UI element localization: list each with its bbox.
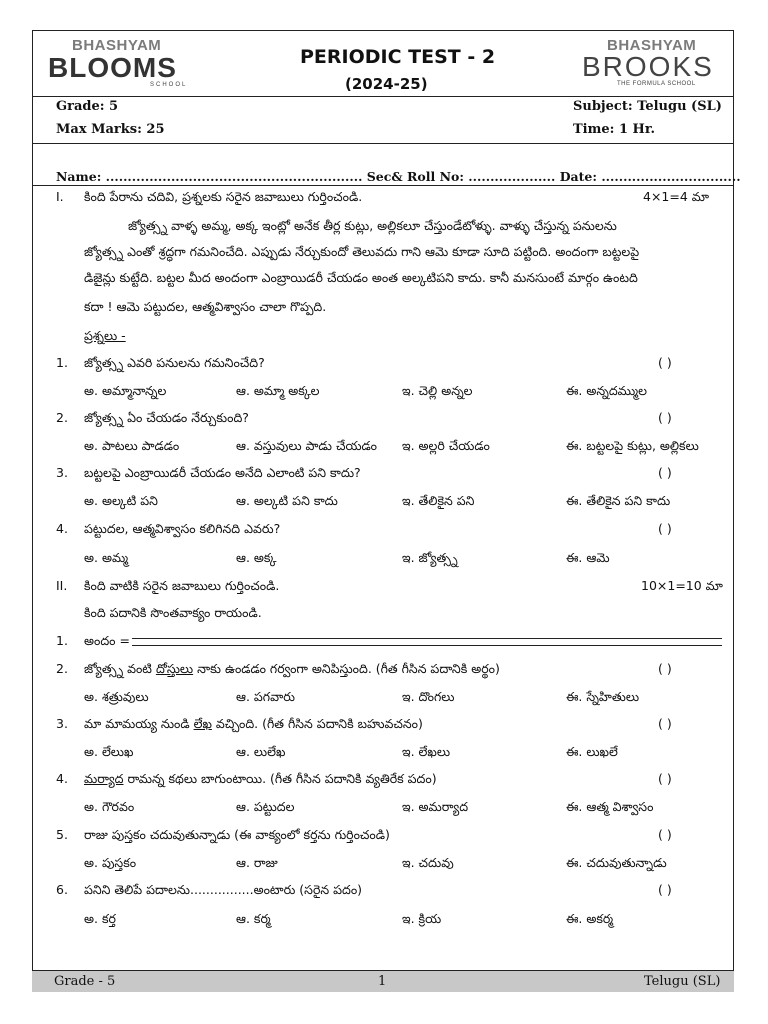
option[interactable]: ఆ. అల్కటి పని కాదు bbox=[236, 493, 338, 508]
paragraph-line: కదా ! ఆమె పట్టుదల, ఆత్మవిశ్వాసం చాలా గొప్పది. bbox=[84, 299, 327, 314]
question-text: బట్టలపై ఎంబ్రాయిడరీ చేయడం అనేది ఎలాంటి పని కాదు? bbox=[84, 465, 361, 480]
option[interactable]: ఈ. బట్టలపై కుట్లు, అల్లికలు bbox=[566, 438, 699, 453]
option[interactable]: అ. కర్త bbox=[84, 911, 116, 926]
answer-bracket[interactable]: ( ) bbox=[658, 771, 672, 786]
section-2-sub-instruction: కింది పదానికి సొంతవాక్యం రాయండి. bbox=[84, 605, 262, 620]
option[interactable]: ఇ. లేఖలు bbox=[402, 744, 451, 759]
option[interactable]: అ. పాటలు పాడడం bbox=[84, 438, 180, 453]
question-number: 1. bbox=[56, 633, 68, 648]
option[interactable]: ఇ. చెల్లి అన్నల bbox=[402, 383, 473, 398]
max-marks-label: Max Marks: 25 bbox=[56, 122, 165, 137]
section-2-marks: 10×1=10 మా bbox=[641, 578, 723, 593]
question-text-post: వచ్చింది. (గీత గీసిన పదానికి బహువచనం) bbox=[211, 716, 423, 731]
paragraph-line: జ్యోత్స్న వాళ్ళ అమ్మ, అక్క ఇంట్లో అనేక తీర్ల కుట్లు, అల్లికలూ చేస్తుండేటోళ్ళు. వాళ్ళు చేస్తున్న పనులను bbox=[128, 218, 617, 233]
brooks-logo-top: BHASHYAM bbox=[607, 37, 697, 54]
grade-label: Grade: 5 bbox=[56, 99, 119, 114]
option[interactable]: ఇ. దొంగలు bbox=[402, 689, 455, 704]
question-text: పనిని తెలిపే పదాలను................అంటారు (సరైన పదం) bbox=[84, 882, 363, 897]
option[interactable]: అ. శత్రువులు bbox=[84, 689, 149, 704]
option[interactable]: అ. అల్కటి పని bbox=[84, 493, 158, 508]
answer-line bbox=[132, 638, 722, 639]
question-text: జ్యోత్స్న ఏం చేయడం నేర్చుకుంది? bbox=[84, 410, 249, 425]
section-1-instruction: కింది పేరాను చదివి, ప్రశ్నలకు సరైన జవాబులు గుర్తించండి. bbox=[84, 189, 363, 204]
option[interactable]: ఆ. రాజు bbox=[236, 855, 278, 870]
question-text: పట్టుదల, ఆత్మవిశ్వాసం కలిగినది ఎవరు? bbox=[84, 521, 281, 536]
page-number: 1 bbox=[378, 974, 387, 989]
option[interactable]: ఆ. పగవారు bbox=[236, 689, 295, 704]
divider bbox=[32, 185, 734, 186]
question-number: 2. bbox=[56, 661, 68, 676]
option[interactable]: ఈ. లుఖలే bbox=[566, 744, 618, 759]
option[interactable]: ఈ. ఆమె bbox=[566, 550, 610, 565]
option[interactable]: అ. లేలుఖ bbox=[84, 744, 134, 759]
page-footer bbox=[32, 970, 734, 992]
option[interactable]: అ. అమ్మ bbox=[84, 550, 129, 565]
question-number: 5. bbox=[56, 827, 68, 842]
paragraph-line: డిజైన్లు కుట్టేది. బట్టల మీద అందంగా ఎంబ్రాయిడరీ చేయడం అంత అల్కటిపని కాదు. కానీ మనసుంటే మార్గం ఉంటది bbox=[84, 270, 638, 285]
option[interactable]: ఇ. క్రియ bbox=[402, 911, 442, 926]
option[interactable]: ఆ. లులేఖ bbox=[236, 744, 286, 759]
blooms-logo-sub: SCHOOL bbox=[150, 82, 188, 88]
blooms-logo-top: BHASHYAM bbox=[72, 37, 162, 54]
answer-bracket[interactable]: ( ) bbox=[658, 716, 672, 731]
answer-bracket[interactable]: ( ) bbox=[658, 827, 672, 842]
option[interactable]: అ. అమ్మానాన్నల bbox=[84, 383, 167, 398]
question-number: 3. bbox=[56, 465, 68, 480]
answer-bracket[interactable]: ( ) bbox=[658, 882, 672, 897]
answer-bracket[interactable]: ( ) bbox=[658, 661, 672, 676]
question-text bbox=[84, 661, 500, 680]
question-text bbox=[84, 771, 437, 790]
option[interactable]: ఆ. పట్టుదల bbox=[236, 799, 295, 814]
test-title: PERIODIC TEST - 2 bbox=[300, 46, 496, 68]
questions-label: ప్రశ్నలు - bbox=[84, 328, 126, 343]
time-label: Time: 1 Hr. bbox=[573, 122, 655, 137]
underlined-word: దోస్తులు bbox=[155, 661, 194, 676]
answer-bracket[interactable]: ( ) bbox=[658, 410, 672, 425]
name-line: Name: ........................................................... Sec& Roll No: .................... Date: ................................ bbox=[56, 169, 741, 184]
section-2-number: II. bbox=[56, 578, 68, 593]
underlined-word: లేఖ bbox=[193, 716, 212, 731]
question-text: జ్యోత్స్న ఎవరి పనులను గమనించేది? bbox=[84, 355, 265, 370]
question-number: 1. bbox=[56, 355, 68, 370]
option[interactable]: ఇ. చదువు bbox=[402, 855, 454, 870]
option[interactable]: ఆ. అమ్మా అక్కల bbox=[236, 383, 320, 398]
question-number: 6. bbox=[56, 882, 68, 897]
brooks-logo-sub: THE FORMULA SCHOOL bbox=[617, 81, 696, 87]
option[interactable]: ఈ. తేలికైన పని కాదు bbox=[566, 493, 671, 508]
option[interactable]: ఈ. చదువుతున్నాడు bbox=[566, 855, 667, 870]
answer-bracket[interactable]: ( ) bbox=[658, 521, 672, 536]
option[interactable]: ఈ. అకర్మ bbox=[566, 911, 614, 926]
option[interactable]: ఆ. వస్తువులు పాడు చేయడం bbox=[236, 438, 377, 453]
test-year: (2024-25) bbox=[345, 75, 428, 93]
divider bbox=[32, 96, 734, 97]
question-number: 4. bbox=[56, 771, 68, 786]
answer-bracket[interactable]: ( ) bbox=[658, 355, 672, 370]
option[interactable]: ఈ. ఆత్మ విశ్వాసం bbox=[566, 799, 654, 814]
paragraph-line: జ్యోత్స్న ఎంతో శ్రద్ధగా గమనించేది. ఎప్పుడు నేర్చుకుందో తెలువదు గాని ఆమె కూడా సూది పట్టింది. అందంగా బట్టలపై bbox=[84, 244, 640, 259]
option[interactable]: అ. గౌరవం bbox=[84, 799, 135, 814]
option[interactable]: అ. పుస్తకం bbox=[84, 855, 137, 870]
section-2-instruction: కింది వాటికి సరైన జవాబులు గుర్తించండి. bbox=[84, 578, 280, 593]
option[interactable]: ఇ. తేలికైన పని bbox=[402, 493, 475, 508]
question-number: 4. bbox=[56, 521, 68, 536]
question-text-post: నాకు ఉండడం గర్వంగా అనిపిస్తుంది. (గీత గీసిన పదానికి అర్థం) bbox=[193, 661, 500, 676]
answer-line bbox=[132, 645, 722, 646]
footer-subject: Telugu (SL) bbox=[644, 974, 721, 989]
footer-grade: Grade - 5 bbox=[54, 974, 116, 989]
option[interactable]: ఇ. అల్లరి చేయడం bbox=[402, 438, 490, 453]
subject-label: Subject: Telugu (SL) bbox=[573, 99, 722, 114]
question-text-pre: మా మామయ్య నుండి bbox=[84, 716, 194, 731]
section-1-marks: 4×1=4 మా bbox=[643, 189, 710, 204]
option[interactable]: ఇ. జ్యోత్స్న bbox=[402, 550, 458, 565]
answer-bracket[interactable]: ( ) bbox=[658, 465, 672, 480]
question-text: రాజు పుస్తకం చదువుతున్నాడు (ఈ వాక్యంలో కర్తను గుర్తించండి) bbox=[84, 827, 390, 842]
question-number: 2. bbox=[56, 410, 68, 425]
question-text-post: రామన్న కథలు బాగుంటాయి. (గీత గీసిన పదానికి వ్యతిరేక పదం) bbox=[123, 771, 437, 786]
section-1-number: I. bbox=[56, 189, 64, 204]
question-number: 3. bbox=[56, 716, 68, 731]
question-text bbox=[84, 716, 423, 735]
option[interactable]: ఈ. స్నేహితులు bbox=[566, 689, 640, 704]
question-text-pre: జ్యోత్స్న వంటి bbox=[84, 661, 156, 676]
underlined-word: మర్యాద bbox=[84, 771, 124, 786]
option[interactable]: ఆ. అక్క bbox=[236, 550, 277, 565]
option[interactable]: ఈ. అన్నదమ్ముల bbox=[566, 383, 648, 398]
brooks-logo-main: BROOKS bbox=[582, 51, 714, 82]
question-text: అందం = bbox=[84, 633, 130, 648]
option[interactable]: ఇ. అమర్యాద bbox=[402, 799, 469, 814]
option[interactable]: ఆ. కర్మ bbox=[236, 911, 271, 926]
blooms-logo-main: BLOOMS bbox=[48, 52, 177, 83]
divider bbox=[32, 143, 734, 144]
